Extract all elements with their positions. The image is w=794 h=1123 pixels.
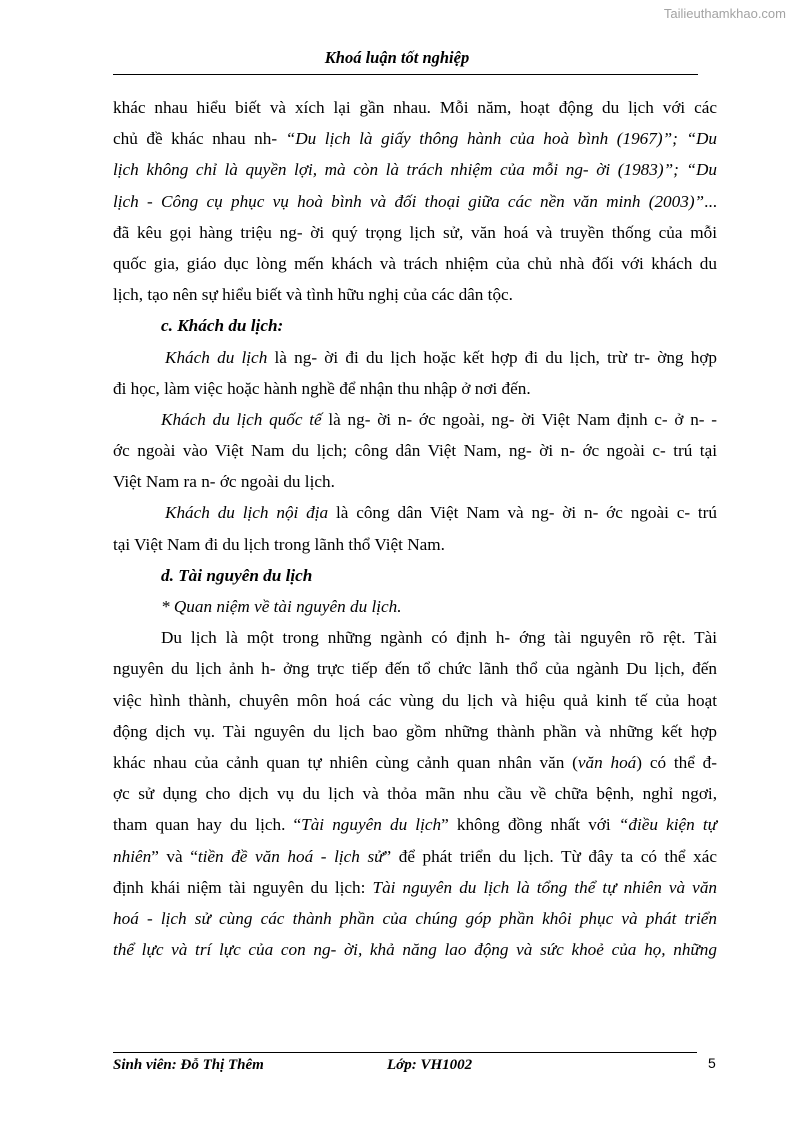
text-span: ” và “ xyxy=(151,846,198,866)
text-span: chủ đề khác nhau nh- xyxy=(113,129,278,149)
term-khach-du-lich-quoc-te: Khách du lịch quốc tế xyxy=(161,409,322,429)
text-line: khác nhau hiểu biết và xích lại gần nhau. Mỗi năm, hoạt động du lịch với các xyxy=(113,98,717,117)
text-line: Việt Nam ra n- ớc ngoài du lịch. xyxy=(113,472,335,492)
page-header-title: Khoá luận tốt nghiệp xyxy=(324,48,470,67)
document-body xyxy=(113,92,717,965)
term-khach-du-lich-noi-dia: Khách du lịch nội địa xyxy=(165,503,329,523)
text-span: là công dân Việt Nam và ng- ời n- ớc ngoài c- trú xyxy=(335,503,717,523)
text-span: ) có thể đ- xyxy=(636,752,717,772)
text-span: ” không đồng nhất với xyxy=(441,815,611,835)
text-line xyxy=(113,747,717,778)
page-number: 5 xyxy=(708,1055,716,1071)
ellipsis: ... xyxy=(704,191,717,211)
definition-line: hoá - lịch sử cùng các thành phần của chúng góp phần khôi phục và phát triển xyxy=(113,908,717,928)
text-span: định khái niệm tài nguyên du lịch: xyxy=(113,877,366,897)
footer-class: Lớp: VH1002 xyxy=(387,1057,473,1073)
footer-student: Sinh viên: Đỗ Thị Thêm xyxy=(113,1057,264,1073)
footer-divider xyxy=(113,1052,697,1053)
text-span: tham quan hay du lịch. “ xyxy=(113,815,302,835)
text-span: là ng- ời n- ớc ngoài, ng- ời Việt Nam định c- ở n- - xyxy=(328,409,718,429)
text-line: lịch, tạo nên sự hiểu biết và tình hữu nghị của các dân tộc. xyxy=(113,285,513,305)
definition-italic: Tài nguyên du lịch là tổng thể tự nhiên và văn xyxy=(372,877,718,897)
text-line: ợc sử dụng cho dịch vụ du lịch và thỏa mãn nhu cầu về chữa bệnh, nghỉ ngơi, xyxy=(113,784,717,804)
subheading-quan-niem: * Quan niệm về tài nguyên du lịch. xyxy=(161,597,402,616)
term-khach-du-lich: Khách du lịch xyxy=(165,347,268,367)
quoted-slogan: lịch - Công cụ phục vụ hoà bình và đối thoại giữa các nền văn minh (2003)” xyxy=(113,191,705,211)
section-heading-tai-nguyen: d. Tài nguyên du lịch xyxy=(161,565,313,585)
text-line xyxy=(113,342,717,373)
section-heading-khach-du-lich: c. Khách du lịch: xyxy=(161,316,284,336)
term-tien-de: tiền đề văn hoá - lịch sử xyxy=(197,846,384,866)
text-line xyxy=(113,809,717,840)
text-line: động dịch vụ. Tài nguyên du lịch bao gồm những thành phần và những kết hợp xyxy=(113,721,717,741)
text-span: khác nhau của cảnh quan tự nhiên cùng cảnh quan nhân văn ( xyxy=(113,752,578,772)
text-line xyxy=(113,841,717,872)
text-line: nguyên du lịch ảnh h- ởng trực tiếp đến tổ chức lãnh thổ của ngành Du lịch, đến xyxy=(113,659,717,679)
quoted-slogan: “Du lịch là giấy thông hành của hoà bình (1967)”; “Du xyxy=(285,129,718,149)
text-line: đi học, làm việc hoặc hành nghề để nhận thu nhập ở nơi đến. xyxy=(113,378,531,398)
text-line xyxy=(113,872,717,903)
header-divider xyxy=(113,74,698,75)
watermark: Tailieuthamkhao.com xyxy=(663,6,786,21)
term-nhien: nhiên xyxy=(113,846,152,866)
text-line xyxy=(113,497,717,528)
definition-line: thể lực và trí lực của con ng- ời, khả năng lao động và sức khoẻ của họ, những xyxy=(113,940,717,960)
text-line: tại Việt Nam đi du lịch trong lãnh thổ Việt Nam. xyxy=(113,534,445,554)
quoted-slogan-line: lịch không chỉ là quyền lợi, mà còn là trách nhiệm của mỗi ng- ời (1983)”; “Du xyxy=(113,160,717,180)
text-line: ớc ngoài vào Việt Nam du lịch; công dân Việt Nam, ng- ời n- ớc ngoài c- trú tại xyxy=(113,441,717,461)
term-dieu-kien-tu-nhien: “điều kiện tự xyxy=(618,815,717,835)
text-line: đã kêu gọi hàng triệu ng- ời quý trọng lịch sử, văn hoá và truyền thống của mỗi xyxy=(113,222,717,242)
text-line: quốc gia, giáo dục lòng mến khách và trách nhiệm của chủ nhà đối với khách du xyxy=(113,253,717,273)
text-line xyxy=(113,123,717,154)
text-line xyxy=(113,186,717,217)
text-line: Du lịch là một trong những ngành có định h- ớng tài nguyên rõ rệt. Tài xyxy=(161,628,717,648)
text-line: việc hình thành, chuyên môn hoá các vùng du lịch và hiệu quả kinh tế của hoạt xyxy=(113,690,717,710)
term-tai-nguyen-du-lich: Tài nguyên du lịch xyxy=(301,815,442,835)
text-line xyxy=(113,404,717,435)
term-van-hoa: văn hoá xyxy=(577,752,637,772)
text-span: là ng- ời đi du lịch hoặc kết hợp đi du lịch, trừ tr- ờng hợp xyxy=(274,347,718,367)
text-span: ” để phát triển du lịch. Từ đây ta có thể xác xyxy=(383,846,717,866)
